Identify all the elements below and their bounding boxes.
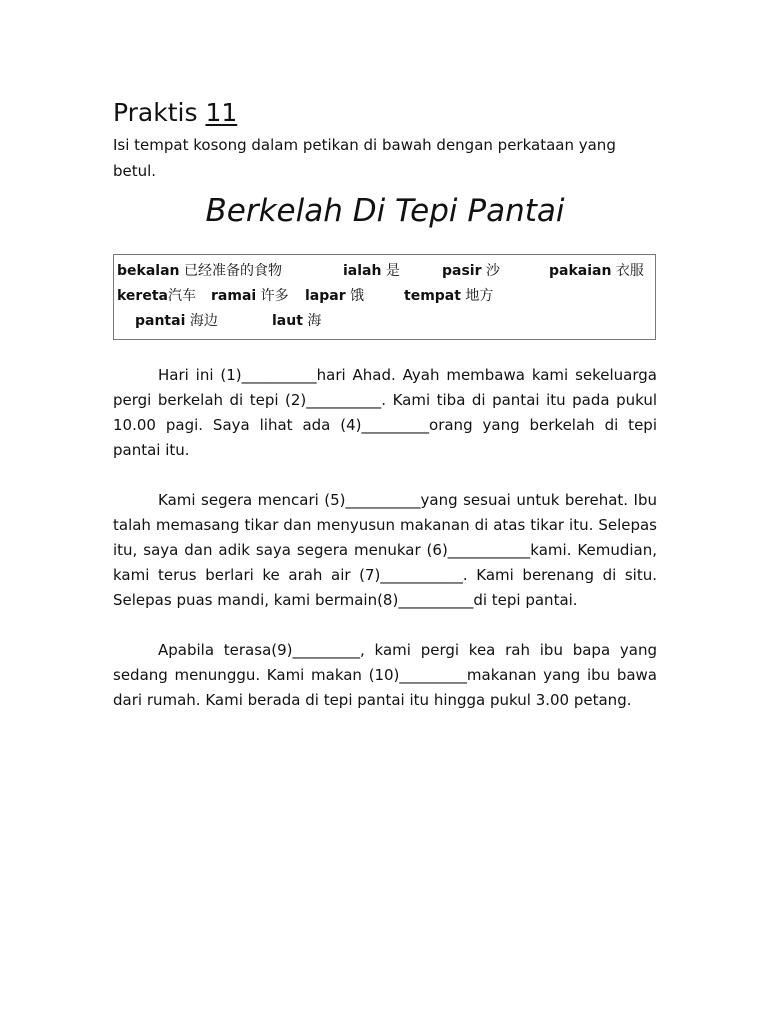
word-bank-row-2 (117, 284, 655, 309)
word-bank-meaning: 饿 (350, 288, 365, 304)
word-bank-item (404, 284, 493, 309)
exercise-heading (113, 96, 657, 130)
word-bank-item (117, 259, 282, 284)
word-bank-box (113, 254, 656, 340)
word-bank-row-3 (117, 309, 655, 334)
word-bank-item (211, 284, 289, 309)
word-bank-item (117, 284, 196, 309)
exercise-heading-prefix: Praktis (113, 98, 206, 127)
word-bank-item (343, 259, 400, 284)
exercise-number: 11 (205, 98, 238, 127)
word-bank-word: lapar (305, 288, 346, 304)
passage-paragraph-3: Apabila terasa(9)_________, kami pergi kea rah ibu bapa yang sedang menunggu. Kami makan (10)_________makanan yang ibu bawa dari rumah. Kami berada di tepi pantai itu hingga pukul 3.00 petang. (113, 641, 657, 709)
word-bank-word: pakaian (549, 263, 612, 279)
word-bank-meaning: 已经准备的食物 (183, 263, 282, 279)
word-bank-word: pantai (135, 313, 186, 329)
story-title: Berkelah Di Tepi Pantai (205, 193, 565, 229)
word-bank-item (135, 309, 218, 334)
word-bank-item (305, 284, 364, 309)
word-bank-item (549, 259, 644, 284)
instruction-text: Isi tempat kosong dalam petikan di bawah dengan perkataan yang betul. (113, 136, 616, 180)
word-bank-meaning: 海边 (189, 313, 218, 329)
word-bank-word: ramai (211, 288, 257, 304)
word-bank-meaning: 地方 (465, 288, 494, 304)
word-bank-meaning: 是 (385, 263, 400, 279)
passage-paragraph-2: Kami segera mencari (5)__________yang sesuai untuk berehat. Ibu talah memasang tikar dan menyusun makanan di atas tikar itu. Selepas itu, saya dan adik saya segera menukar (6)___________kami. Kemudian, kami terus berlari ke arah air (7)___________. Kami berenang di situ. Selepas puas mandi, kami bermain(8)__________di tepi pantai. (113, 491, 657, 609)
word-bank-item (272, 309, 321, 334)
word-bank-item (442, 259, 500, 284)
word-bank-word: tempat (404, 288, 461, 304)
word-bank-word: kereta (117, 288, 168, 304)
word-bank-word: laut (272, 313, 303, 329)
word-bank-meaning: 衣服 (615, 263, 644, 279)
word-bank-meaning: 海 (307, 313, 322, 329)
word-bank-word: pasir (442, 263, 482, 279)
word-bank-meaning: 许多 (260, 288, 289, 304)
word-bank-meaning: 汽车 (167, 288, 196, 304)
passage-paragraph-1: Hari ini (1)__________hari Ahad. Ayah membawa kami sekeluarga pergi berkelah di tepi (2)__________. Kami tiba di pantai itu pada pukul 10.00 pagi. Saya lihat ada (4)_________orang yang berkelah di tepi pantai itu. (113, 366, 657, 459)
word-bank-meaning: 沙 (485, 263, 500, 279)
word-bank-word: bekalan (117, 263, 180, 279)
word-bank-word: ialah (343, 263, 382, 279)
word-bank-row-1 (117, 259, 655, 284)
worksheet-page (113, 96, 657, 713)
